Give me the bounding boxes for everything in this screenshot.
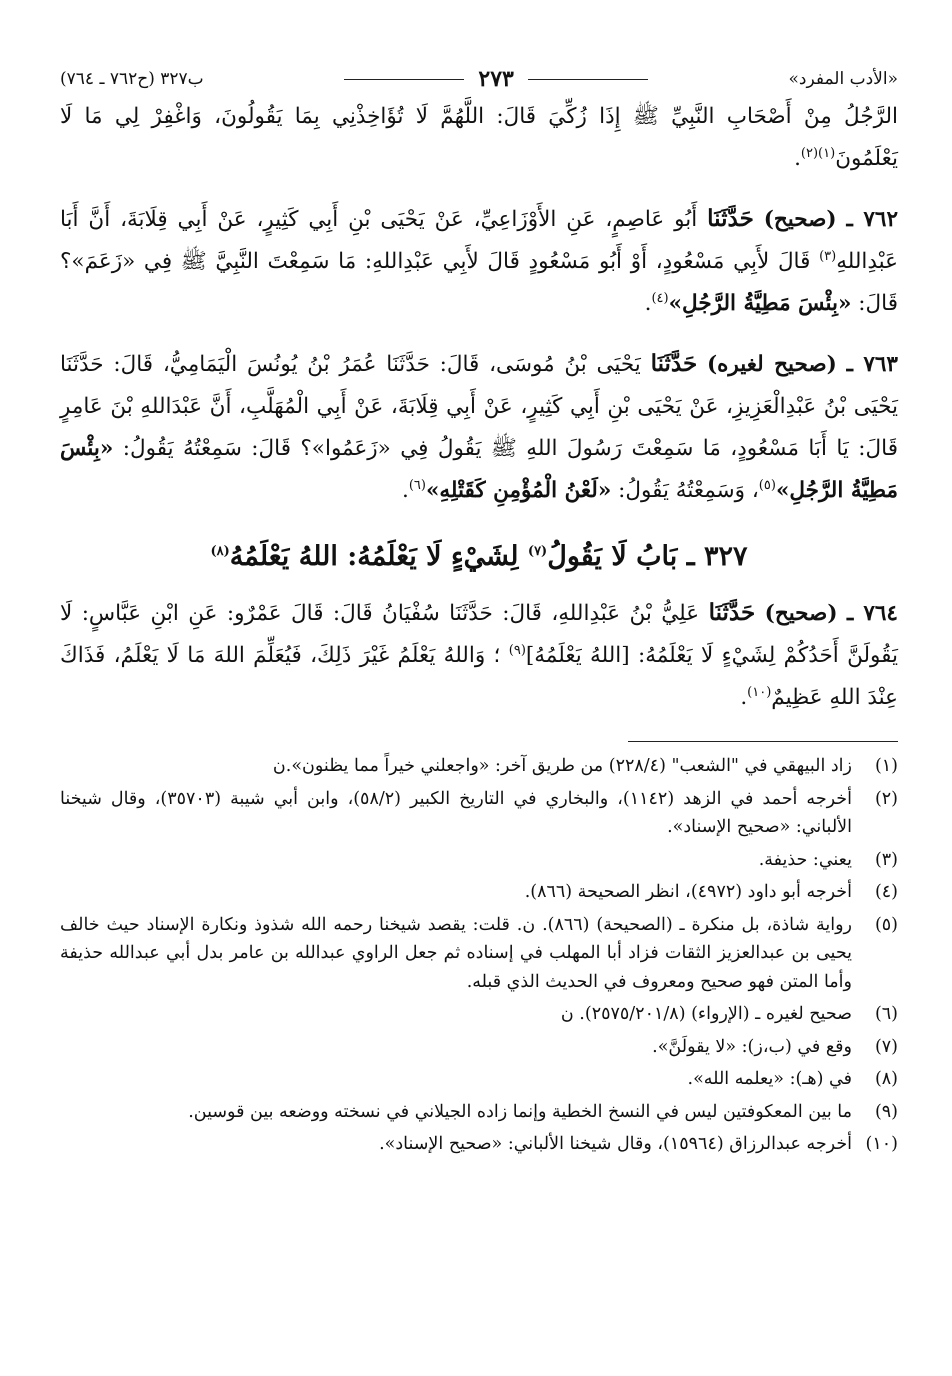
hadith-764: ٧٦٤ ـ (صحيح) حَدَّثَنَا عَلِيُّ بْنُ عَبْدِاللهِ، قَالَ: حَدَّثَنَا سُفْيَانُ قَالَ: قَالَ عَمْرٌو: عَنِ ابْنِ عَبَّاسٍ: لَا يَقُولَنَّ أَحَدُكُمْ لِشَيْءٍ لَا يَعْلَمُهُ: [اللهُ يَعْلَمُهُ]$^{(٩)}$ ؛ وَاللهُ يَعْلَمُ غَيْرَ ذَلِكَ، فَيُعَلِّمَ اللهَ مَا لَا يَعْلَمُ، فَذَاكَ عِنْدَ اللهِ عَظِيمٌ$^{(١٠)}$. [60, 599, 898, 710]
hadith-763: ٧٦٣ ـ (صحيح لغيره) حَدَّثَنَا يَحْيَى بْنُ مُوسَى، قَالَ: حَدَّثَنَا عُمَرُ بْنُ يُونُسَ الْيَمَامِيُّ، قَالَ: حَدَّثَنَا يَحْيَى بْنُ عَبْدِالْعَزِيزِ، عَنْ يَحْيَى بْنِ أَبِي كَثِيرٍ، عَنْ أَبِي قِلَابَةَ، عَنْ أَبِي الْمُهَلَّبِ، أَنَّ عَبْدَاللهِ بْنَ عَامِرٍ قَالَ: يَا أَبَا مَسْعُودٍ، مَا سَمِعْتَ رَسُولَ اللهِ ﷺ يَقُولُ فِي «زَعَمُوا»؟ قَالَ: سَمِعْتُهُ يَقُولُ: «بِئْسَ مَطِيَّةُ الرَّجُلِ»$^{(٥)}$، وَسَمِعْتُهُ يَقُولُ: «لَعْنُ الْمُؤْمِنِ كَقَتْلِهِ»$^{(٦)}$. [60, 350, 898, 503]
footnote-mark: (١)(٢) [800, 145, 836, 161]
footnote-number: (٢) [874, 788, 898, 809]
footnote-item [60, 1000, 898, 1029]
footnote-number: (٥) [874, 914, 898, 935]
intro-text: الرَّجُلُ مِنْ أَصْحَابِ النَّبِيِّ ﷺ إِذَا زُكِّيَ قَالَ: اللَّهُمَّ لَا تُؤَاخِذْنِي بِمَا يَقُولُونَ، وَاغْفِرْ لِي مَا لَا يَعْلَمُونَ [60, 104, 898, 171]
footnote-text: وقع في (ب،ز): «لا يقولَنَّ». [652, 1036, 852, 1057]
header-rule-left [344, 79, 464, 80]
intro-paragraph: الرَّجُلُ مِنْ أَصْحَابِ النَّبِيِّ ﷺ إِذَا زُكِّيَ قَالَ: اللَّهُمَّ لَا تُؤَاخِذْنِي بِمَا يَقُولُونَ، وَاغْفِرْ لِي مَا لَا يَعْلَمُونَ$^{(١)(٢)}$. [60, 104, 898, 171]
running-head [60, 62, 898, 96]
main-text [60, 96, 898, 719]
hadith-quote: «بِئْسَ مَطِيَّةُ الرَّجُلِ» [668, 291, 852, 316]
footnote-text: أخرجه أحمد في الزهد (١١٤٢)، والبخاري في التاريخ الكبير (٥٨/٢)، وابن أبي شيبة (٣٥٧٠٣)، وقال شيخنا الألباني: «صحيح الإسناد». [60, 788, 852, 837]
footnote-item [60, 785, 898, 842]
footnote-text: رواية شاذة، بل منكرة ـ (الصحيحة) (٨٦٦). ن. قلت: يقصد شيخنا رحمه الله شذوذ ونكارة الإسناد حيث خالف يحيى بن عبدالعزيز الثقات فزاد أبا المهلب في إسناده ثم جعل الراوي عبدالله بن عامر بدل أبي عبدالله حذيفة وأما المتن فهو صحيح ومعروف في الحديث الذي قبله. [60, 914, 852, 992]
footnote-item [60, 752, 898, 781]
hadith-number: ٧٦٤ ـ [846, 601, 898, 626]
footnote-number: (٤) [874, 882, 898, 902]
hadith-quote: «بِئْسَ مَطِيَّةُ الرَّجُلِ» [60, 436, 898, 503]
footnote-item [60, 1065, 898, 1094]
book-page [60, 62, 898, 1163]
hadith-lead: حَدَّثَنَا [650, 350, 698, 377]
footnote-item [60, 911, 898, 997]
footnote-number: (١) [874, 756, 898, 776]
footnote-mark: (٣) [819, 248, 837, 264]
hadith-grade: (صحيح) [763, 207, 837, 232]
hadith-text: يَحْيَى بْنُ مُوسَى، قَالَ: حَدَّثَنَا عُمَرُ بْنُ يُونُسَ الْيَمَامِيُّ، قَالَ: حَدَّثَنَا يَحْيَى بْنُ عَبْدِالْعَزِيزِ، عَنْ يَحْيَى بْنِ أَبِي كَثِيرٍ، عَنْ أَبِي قِلَابَةَ، عَنْ أَبِي الْمُهَلَّبِ، أَنَّ عَبْدَاللهِ بْنَ عَامِرٍ قَالَ: يَا أَبَا مَسْعُودٍ، مَا سَمِعْتَ رَسُولَ اللهِ ﷺ يَقُولُ فِي «زَعَمُوا»؟ قَالَ: سَمِعْتُهُ يَقُولُ: [60, 352, 898, 461]
footnote-mark: (٤) [651, 290, 669, 306]
hadith-number: ٧٦٢ ـ [846, 207, 898, 232]
footnote-number: (٧) [874, 1036, 898, 1057]
chapter-title: ٣٢٧ ـ بَابُ لَا يَقُولُ [547, 541, 748, 572]
footnote-number: (١٠) [865, 1134, 898, 1154]
footnote-text: أخرجه أبو داود (٤٩٧٢)، انظر الصحيحة (٨٦٦). [524, 882, 852, 902]
header-rule-right [528, 79, 648, 80]
footnote-text: أخرجه عبدالرزاق (١٥٩٦٤)، وقال شيخنا الألباني: «صحيح الإسناد». [379, 1134, 852, 1154]
footnote-mark: (١٠) [747, 684, 772, 700]
footnote-mark: (٨) [210, 544, 230, 559]
footnote-number: (٩) [874, 1101, 898, 1122]
footnote-item [60, 878, 898, 907]
footnote-text: زاد البيهقي في "الشعب" (٢٢٨/٤) من طريق آخر: «واجعلني خيراً مما يظنون».ن [272, 756, 852, 776]
chapter-title: لِشَيْءٍ لَا يَعْلَمُهُ: اللهُ يَعْلَمُهُ [229, 541, 519, 572]
footnote-number: (٨) [874, 1069, 898, 1089]
hadith-762: ٧٦٢ ـ (صحيح) حَدَّثَنَا أَبُو عَاصِمٍ، عَنِ الأَوْزَاعِيِّ، عَنْ يَحْيَى بْنِ أَبِي كَثِيرٍ، عَنْ أَبِي قِلَابَةَ، أَنَّ أَبَا عَبْدِاللهِ$^{(٣)}$ قَالَ لأَبِي مَسْعُودٍ، أَوْ أَبُو مَسْعُودٍ قَالَ لأَبِي عَبْدِاللهِ: مَا سَمِعْتَ النَّبِيَّ ﷺ فِي «زَعَمَ»؟ قَالَ: «بِئْسَ مَطِيَّةُ الرَّجُلِ»$^{(٤)}$. [60, 205, 898, 316]
footnote-mark: (٦) [408, 477, 426, 493]
footnote-text: في (هـ): «يعلمه الله». [687, 1069, 852, 1089]
hadith-text: ، وَسَمِعْتُهُ يَقُولُ: [618, 478, 759, 503]
footnote-divider [628, 741, 898, 742]
footnote-number: (٣) [874, 849, 898, 870]
footnote-mark: (٧) [527, 544, 548, 559]
footnote-item [60, 846, 898, 875]
footnotes [60, 752, 898, 1159]
hadith-grade: (صحيح) [764, 601, 838, 626]
footnote-item [60, 1130, 898, 1159]
footnote-text: صحيح لغيره ـ (الإرواء) (٢٥٧٥/٢٠١/٨). ن [560, 1004, 852, 1024]
page-number: ٢٧٣ [478, 66, 514, 92]
footnote-number: (٦) [874, 1004, 898, 1024]
section-reference: ب٣٢٧ (ح٧٦٢ ـ ٧٦٤) [60, 69, 204, 89]
hadith-text: قَالَ لأَبِي مَسْعُودٍ، أَوْ أَبُو مَسْعُودٍ قَالَ لأَبِي عَبْدِاللهِ: مَا سَمِعْتَ النَّبِيَّ ﷺ فِي «زَعَمَ»؟ قَالَ: [60, 249, 898, 316]
footnote-item [60, 1098, 898, 1127]
hadith-text: عَلِيُّ بْنُ عَبْدِاللهِ، قَالَ: حَدَّثَنَا سُفْيَانُ قَالَ: قَالَ عَمْرٌو: عَنِ ابْنِ عَبَّاسٍ: لَا يَقُولَنَّ أَحَدُكُمْ لِشَيْءٍ لَا يَعْلَمُهُ: [اللهُ يَعْلَمُهُ] [60, 601, 898, 668]
footnote-item [60, 1033, 898, 1062]
hadith-text: ؛ وَاللهُ يَعْلَمُ غَيْرَ ذَلِكَ، فَيُعَلِّمَ اللهَ مَا لَا يَعْلَمُ، فَذَاكَ عِنْدَ اللهِ عَظِيمٌ [60, 643, 898, 710]
hadith-number: ٧٦٣ ـ [846, 352, 898, 377]
footnote-mark: (٥) [758, 477, 776, 493]
hadith-text: أَبُو عَاصِمٍ، عَنِ الأَوْزَاعِيِّ، عَنْ يَحْيَى بْنِ أَبِي كَثِيرٍ، عَنْ أَبِي قِلَابَةَ، أَنَّ أَبَا عَبْدِاللهِ [60, 207, 898, 274]
book-title: «الأدب المفرد» [788, 69, 898, 89]
hadith-lead: حَدَّثَنَا [707, 205, 754, 232]
hadith-grade: (صحيح لغيره) [707, 352, 837, 377]
footnote-text: ما بين المعكوفتين ليس في النسخ الخطية وإنما زاده الجيلاني في نسخته ووضعه بين قوسين. [188, 1101, 852, 1122]
chapter-heading [60, 534, 898, 580]
page-number-block [344, 66, 647, 92]
hadith-quote: «لَعْنُ الْمُؤْمِنِ كَقَتْلِهِ» [425, 478, 612, 503]
footnote-mark: (٩) [508, 642, 526, 658]
footnote-text: يعني: حذيفة. [758, 849, 852, 870]
hadith-lead: حَدَّثَنَا [708, 599, 756, 626]
